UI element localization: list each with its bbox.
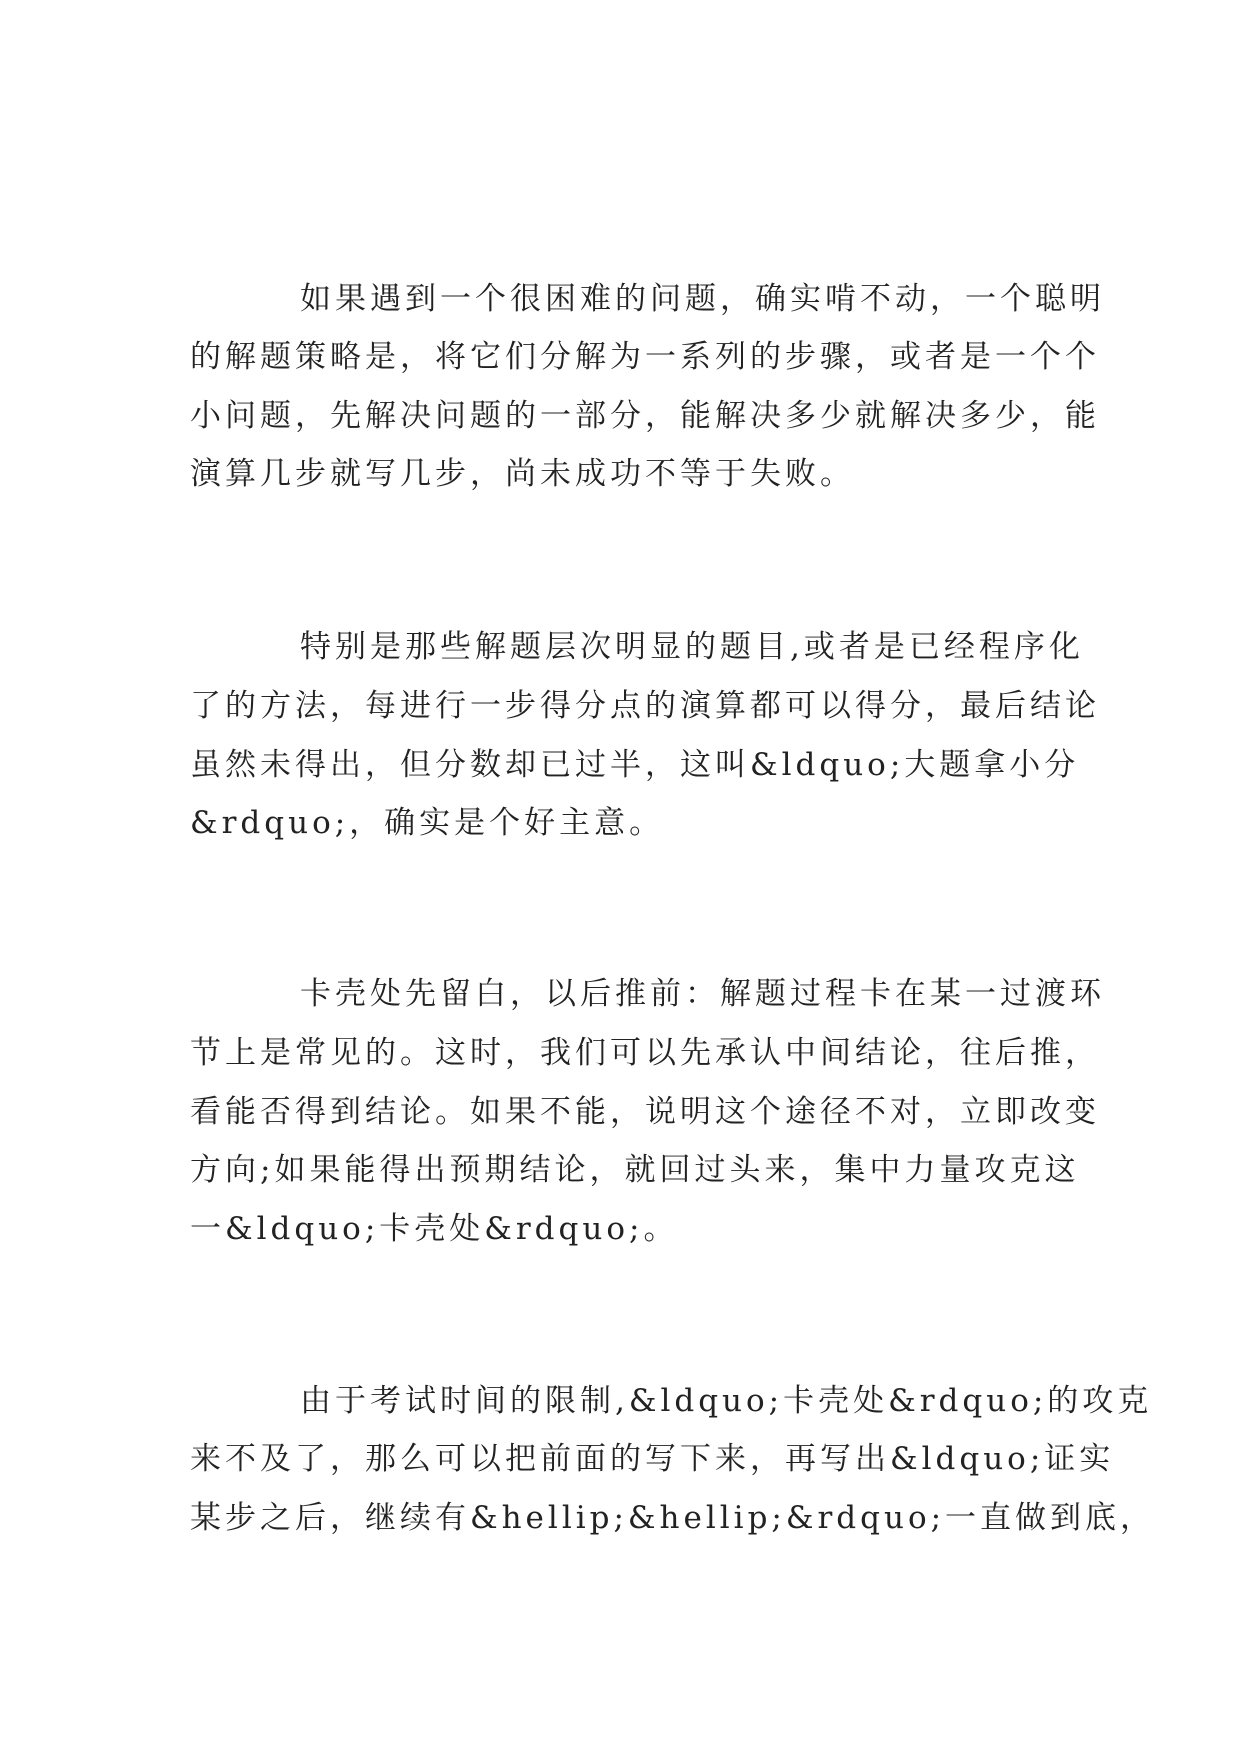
paragraph-line: 演算几步就写几步，尚未成功不等于失败。 bbox=[190, 456, 855, 492]
paragraph-line: 特别是那些解题层次明显的题目,或者是已经程序化 bbox=[300, 629, 1084, 665]
paragraph-line: 卡壳处先留白，以后推前：解题过程卡在某一过渡环 bbox=[300, 976, 1105, 1012]
paragraph-line: 虽然未得出，但分数却已过半，这叫&ldquo;大题拿小分 bbox=[190, 747, 1080, 783]
paragraph-line: &rdquo;，确实是个好主意。 bbox=[190, 805, 665, 841]
paragraph-line: 小问题，先解决问题的一部分，能解决多少就解决多少，能 bbox=[190, 398, 1100, 434]
paragraph-line: 某步之后，继续有&hellip;&hellip;&rdquo;一直做到底， bbox=[190, 1500, 1156, 1536]
paragraph-line: 来不及了，那么可以把前面的写下来，再写出&ldquo;证实 bbox=[190, 1441, 1115, 1477]
paragraph-line: 一&ldquo;卡壳处&rdquo;。 bbox=[190, 1211, 679, 1247]
paragraph-line: 节上是常见的。这时，我们可以先承认中间结论，往后推， bbox=[190, 1035, 1100, 1071]
paragraph-line: 的解题策略是，将它们分解为一系列的步骤，或者是一个个 bbox=[190, 339, 1100, 375]
paragraph-line: 由于考试时间的限制,&ldquo;卡壳处&rdquo;的攻克 bbox=[300, 1383, 1153, 1419]
paragraph-line: 方向;如果能得出预期结论，就回过头来，集中力量攻克这 bbox=[190, 1152, 1080, 1188]
paragraph-line: 如果遇到一个很困难的问题，确实啃不动，一个聪明 bbox=[300, 281, 1105, 317]
paragraph-line: 了的方法，每进行一步得分点的演算都可以得分，最后结论 bbox=[190, 688, 1100, 724]
paragraph-line: 看能否得到结论。如果不能，说明这个途径不对，立即改变 bbox=[190, 1094, 1100, 1130]
